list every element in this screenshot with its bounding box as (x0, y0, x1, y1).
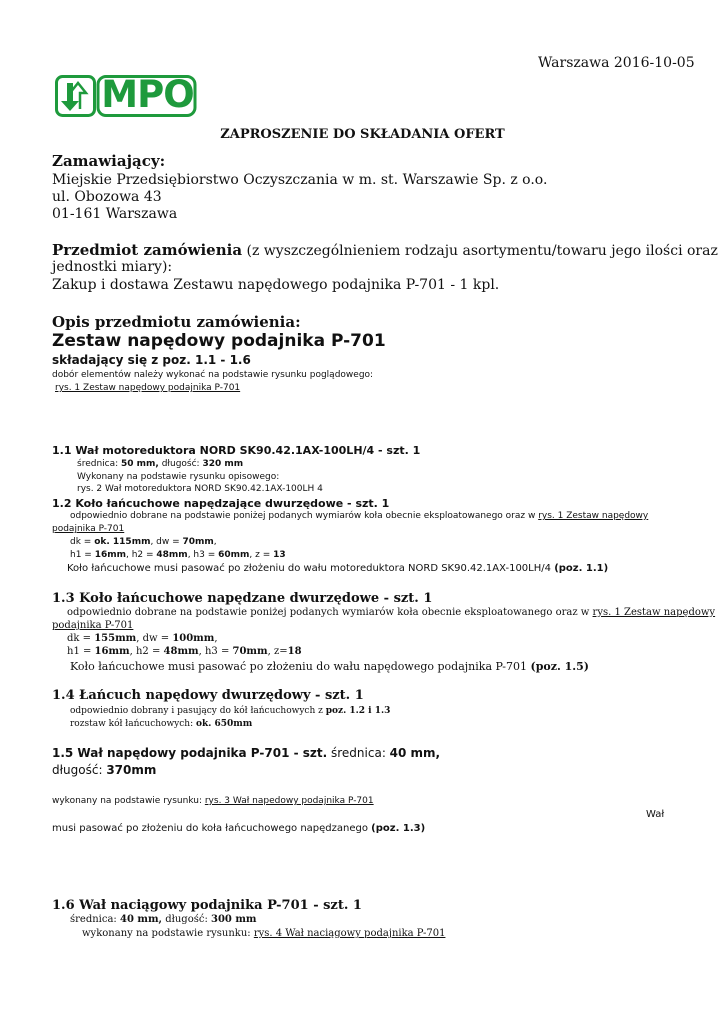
h1-value: 16mm (94, 550, 126, 560)
h2-label: , h2 = (125, 550, 157, 560)
h2-label: , h2 = (129, 646, 164, 657)
dk-label: dk = (70, 537, 95, 547)
item-1-5-title-line (52, 746, 440, 760)
date-line: Warszawa 2016-10-05 (538, 55, 695, 71)
h1-value: 16mm (94, 646, 130, 657)
made-by-text: wykonany na podstawie rysunku: (82, 928, 254, 939)
item-1-4-spacing (70, 719, 252, 729)
description-label: Opis przedmiotu zamówienia: (52, 313, 301, 331)
z-value: 18 (287, 646, 302, 657)
fit-ref: (poz. 1.3) (371, 823, 426, 834)
figure-link[interactable]: rys. 4 Wał naciągowy podajnika P-701 (253, 928, 446, 939)
dw-value: 100mm (172, 633, 215, 644)
item-1-5-fit (52, 823, 425, 834)
len-value: 300 mm (211, 914, 257, 925)
item-1-5-title: 1.5 Wał napędowy podajnika P-701 - szt. (52, 746, 328, 760)
item-1-3-selection (67, 607, 715, 618)
client-label: Zamawiający: (52, 152, 166, 170)
h2-value: 48mm (156, 550, 188, 560)
description-heading: Zestaw napędowy podajnika P-701 (52, 331, 386, 351)
made-by-text: wykonany na podstawie rysunku: (52, 796, 205, 806)
subject-text: Zakup i dostawa Zestawu napędowego podajnika P-701 - 1 kpl. (52, 277, 500, 293)
logo-text: MPO (101, 73, 194, 116)
selection-text: odpowiednio dobrany i pasujący do kół łańcuchowych z (70, 706, 326, 716)
figure-link[interactable]: rys. 1 Zestaw napędowy (538, 511, 649, 521)
diam-value: 50 mm, (121, 459, 159, 469)
fit-text: Koło łańcuchowe musi pasować po złożeniu do wału motoreduktora NORD SK90.42.1AX-100LH/4 (67, 563, 555, 574)
spacing-label: rozstaw kół łańcuchowych: (70, 719, 196, 729)
item-1-6-dims (70, 914, 257, 925)
dk-label: dk = (67, 633, 95, 644)
selection-text: odpowiednio dobrane na podstawie poniżej podanych wymiarów koła obecnie eksploatowanego oraz w (67, 607, 593, 618)
len-value: 370mm (106, 763, 157, 777)
z-label: , z = (249, 550, 274, 560)
item-1-1-title: 1.1 Wał motoreduktora NORD SK90.42.1AX-100LH/4 - szt. 1 (52, 444, 421, 457)
subject-note: (z wyszczególnieniem rodzaju asortymentu/towaru jego ilości oraz (242, 243, 718, 259)
z-value: 13 (273, 550, 286, 560)
dw-label: , dw = (136, 633, 173, 644)
len-label: długość: (158, 459, 203, 469)
h2-value: 48mm (163, 646, 199, 657)
client-city: 01-161 Warszawa (52, 206, 178, 222)
h3-label: , h3 = (198, 646, 233, 657)
dw-end: , (214, 633, 218, 644)
fit-ref: (poz. 1.5) (530, 660, 589, 673)
item-1-3-fit (70, 660, 589, 673)
item-1-5-made-by (52, 796, 374, 806)
fit-ref: (poz. 1.1) (554, 563, 609, 574)
item-1-1-made-by: Wykonany na podstawie rysunku opisowego: (77, 472, 280, 482)
h1-label: h1 = (70, 550, 95, 560)
item-1-3-figure-link-cont[interactable]: podajnika P-701 (52, 620, 134, 631)
item-1-2-fit (67, 563, 608, 574)
fit-text: Koło łańcuchowe musi pasować po złożeniu do wału napędowego podajnika P-701 (70, 660, 531, 673)
item-1-4-selection (70, 706, 390, 716)
selection-text: odpowiednio dobrane na podstawie poniżej podanych wymiarów koła obecnie eksploatowanego oraz w (70, 511, 539, 521)
len-value: 320 mm (202, 459, 244, 469)
diam-value: 40 mm, (389, 746, 441, 760)
dw-end: , (213, 537, 217, 547)
item-1-2-heights (70, 550, 286, 560)
mpo-logo (55, 75, 197, 121)
fit-text: musi pasować po złożeniu do koła łańcuchowego napędzanego (52, 823, 372, 834)
dk-value: ok. 115mm (94, 537, 151, 547)
figure-link[interactable]: rys. 1 Zestaw napędowy (592, 607, 716, 618)
h3-value: 70mm (232, 646, 268, 657)
selection-ref: poz. 1.2 i 1.3 (325, 706, 391, 716)
item-1-3-title: 1.3 Koło łańcuchowe napędzane dwurzędowe - szt. 1 (52, 591, 433, 606)
client-name: Miejskie Przedsiębiorstwo Oczyszczania w m. st. Warszawie Sp. z o.o. (52, 172, 548, 188)
diam-label: średnica: (70, 914, 120, 925)
h3-label: , h3 = (187, 550, 219, 560)
dw-value: 70mm (182, 537, 214, 547)
item-1-6-title: 1.6 Wał naciągowy podajnika P-701 - szt. 1 (52, 898, 362, 913)
item-1-4-title: 1.4 Łańcuch napędowy dwurzędowy - szt. 1 (52, 688, 364, 703)
subject-label: Przedmiot zamówienia (52, 241, 243, 259)
doc-title: ZAPROSZENIE DO SKŁADANIA OFERT (220, 127, 505, 142)
client-street: ul. Obozowa 43 (52, 189, 162, 205)
diam-value: 40 mm, (119, 914, 163, 925)
len-label: długość: (52, 763, 107, 777)
z-label: , z= (267, 646, 288, 657)
h3-value: 60mm (218, 550, 250, 560)
spacing-value: ok. 650mm (195, 719, 253, 729)
item-1-1-figure: rys. 2 Wał motoreduktora NORD SK90.42.1AX-100LH 4 (77, 484, 323, 494)
item-1-3-dk-dw (67, 633, 218, 644)
dk-value: 155mm (94, 633, 137, 644)
item-1-2-dk-dw (70, 537, 217, 547)
figure-link-1[interactable]: rys. 1 Zestaw napędowy podajnika P-701 (55, 383, 241, 393)
subject-line (52, 241, 718, 259)
diam-label: średnica: (327, 746, 390, 760)
subject-note-cont: jednostki miary): (52, 259, 173, 275)
h1-label: h1 = (67, 646, 95, 657)
item-1-1-dims (77, 459, 243, 469)
item-1-5-fit-word: Wał (646, 809, 665, 820)
item-1-5-length (52, 763, 156, 777)
len-label: długość: (162, 914, 211, 925)
item-1-6-made-by (82, 928, 445, 939)
item-1-2-title: 1.2 Koło łańcuchowe napędzające dwurzędowe - szt. 1 (52, 497, 390, 510)
dw-label: , dw = (150, 537, 183, 547)
item-1-2-figure-link-cont[interactable]: podajnika P-701 (52, 524, 125, 534)
selection-note: dobór elementów należy wykonać na podstawie rysunku poglądowego: (52, 370, 374, 380)
diam-label: średnica: (77, 459, 122, 469)
composed-of: składający się z poz. 1.1 - 1.6 (52, 353, 251, 367)
item-1-2-selection (70, 511, 648, 521)
item-1-3-heights (67, 646, 302, 657)
figure-link[interactable]: rys. 3 Wał napedowy podajnika P-701 (204, 796, 374, 806)
